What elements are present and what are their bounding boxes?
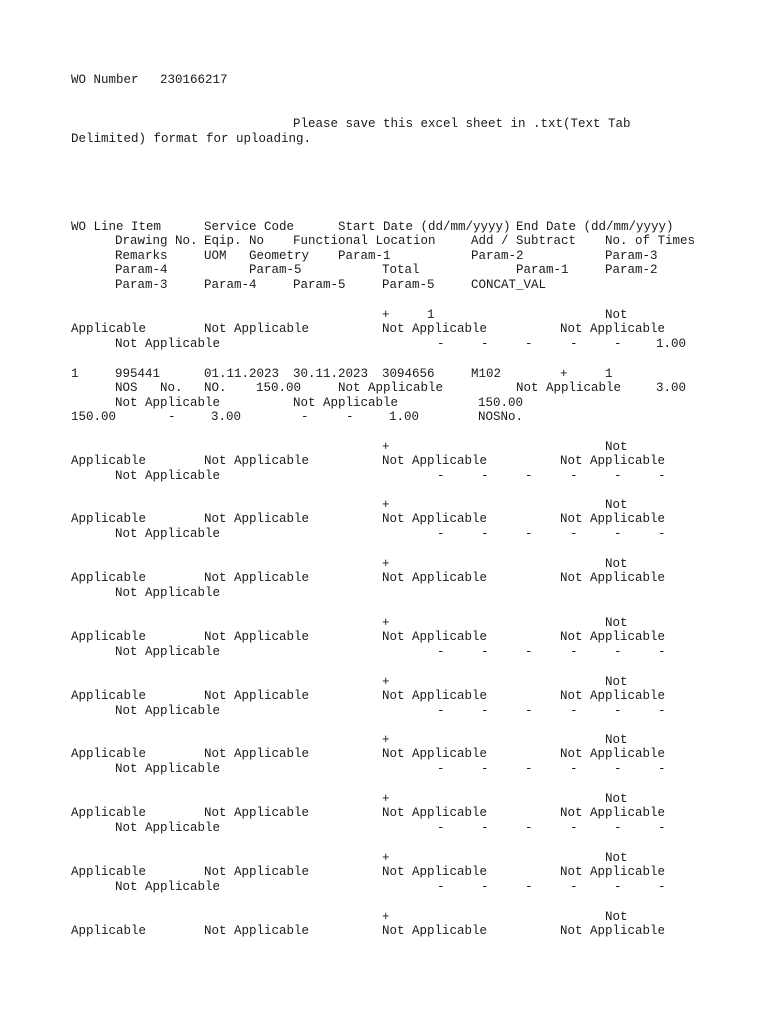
empty-row-dash: - [658,704,666,718]
empty-row-dash: - [658,645,666,659]
header-param-2: Param-2 [471,249,524,263]
empty-row-na: Not Applicable [204,630,310,644]
empty-row-dash: - [437,527,445,541]
empty-row-na: Not Applicable [382,454,488,468]
empty-row-na: Not Applicable [115,645,221,659]
empty-row-na: Not Applicable [560,747,666,761]
item-line-number: 1 [71,367,79,381]
empty-row-dash: - [525,762,533,776]
empty-row-plus: + [382,910,390,924]
item-total-param-1: 150.00 [71,410,117,424]
block-na-1: Not Applicable [204,322,310,336]
header-total-param-3: Param-3 [115,278,168,292]
empty-row-na: Not Applicable [382,689,488,703]
empty-row-dash: - [437,704,445,718]
empty-row-dash: - [525,821,533,835]
empty-row-not: Not [605,498,628,512]
empty-row-dash: - [614,821,622,835]
empty-row-block [0,792,768,836]
item-no-of-times: 1 [605,367,613,381]
empty-row-dash: - [525,645,533,659]
header-add-subtract: Add / Subtract [471,234,577,248]
empty-row-na: Not Applicable [382,806,488,820]
header-start-date: Start Date (dd/mm/yyyy) [338,220,511,234]
empty-row-dash: - [570,704,578,718]
item-total-param-5: - [346,410,354,424]
empty-row-dash: - [570,469,578,483]
block-one: 1 [427,308,435,322]
empty-row-dash: - [525,880,533,894]
empty-row-not: Not [605,675,628,689]
item-param-3: 3.00 [656,381,687,395]
header-param-5: Param-5 [249,263,302,277]
block-dash: - [525,337,533,351]
header-geometry: Geometry [249,249,310,263]
block-dash: - [570,337,578,351]
empty-row-block [0,733,768,777]
block-dash: - [614,337,622,351]
empty-row-dash: - [658,469,666,483]
empty-row-dash: - [614,880,622,894]
empty-row-plus: + [382,733,390,747]
header-concat-val: CONCAT_VAL [471,278,547,292]
empty-row-dash: - [481,645,489,659]
item-total: 150.00 [478,396,524,410]
empty-row-plus: + [382,440,390,454]
item-drawing-no: 3094656 [382,367,435,381]
empty-row-na: Not Applicable [382,747,488,761]
empty-row-dash: - [481,527,489,541]
item-param-value: 150.00 [256,381,302,395]
empty-row-na: Not Applicable [115,821,221,835]
empty-row-block [0,557,768,601]
empty-row-plus: + [382,557,390,571]
empty-row-not: Not [605,910,628,924]
item-geometry: No. [160,381,183,395]
empty-row-na: Not Applicable [382,571,488,585]
empty-row-applicable: Applicable [71,454,147,468]
empty-row-applicable: Applicable [71,747,147,761]
empty-row-na: Not Applicable [382,512,488,526]
item-total-param-2: - [168,410,176,424]
empty-row-dash: - [481,880,489,894]
empty-row-not: Not [605,440,628,454]
header-total-param-5: Param-5 [293,278,346,292]
block-na-4: Not Applicable [115,337,221,351]
upload-note-line2: Delimited) format for uploading. [71,132,312,146]
header-functional-location: Functional Location [293,234,436,248]
empty-row-applicable: Applicable [71,571,147,585]
empty-row-dash: - [437,762,445,776]
empty-row-na: Not Applicable [204,924,310,938]
empty-row-na: Not Applicable [560,865,666,879]
item-concat-val: NOSNo. [478,410,524,424]
empty-row-dash: - [570,762,578,776]
header-service-code: Service Code [204,220,295,234]
empty-row-block [0,498,768,542]
empty-row-na: Not Applicable [115,704,221,718]
empty-row-dash: - [614,645,622,659]
empty-row-plus: + [382,498,390,512]
empty-row-not: Not [605,557,628,571]
empty-row-na: Not Applicable [560,630,666,644]
empty-row-na: Not Applicable [560,689,666,703]
empty-row-dash: - [570,880,578,894]
header-no-of-times: No. of Times [605,234,696,248]
empty-row-dash: - [614,704,622,718]
header-total: Total [382,263,420,277]
empty-row-dash: - [437,821,445,835]
wo-number-value: 230166217 [160,73,228,87]
item-param-4: Not Applicable [115,396,221,410]
empty-row-na: Not Applicable [560,454,666,468]
header-param-4: Param-4 [115,263,168,277]
empty-row-na: Not Applicable [204,806,310,820]
empty-row-dash: - [481,821,489,835]
empty-row-block [0,851,768,895]
header-wo-line-item: WO Line Item [71,220,162,234]
header-end-date: End Date (dd/mm/yyyy) [516,220,674,234]
block-plus: + [382,308,390,322]
empty-row-plus: + [382,616,390,630]
empty-row-applicable: Applicable [71,689,147,703]
item-total-param-3: 3.00 [211,410,242,424]
header-total-param-1: Param-1 [516,263,569,277]
empty-row-na: Not Applicable [204,865,310,879]
empty-row-na: Not Applicable [560,924,666,938]
header-uom: UOM [204,249,227,263]
block-na-2: Not Applicable [382,322,488,336]
empty-row-dash: - [437,645,445,659]
empty-row-na: Not Applicable [204,454,310,468]
empty-row-applicable: Applicable [71,630,147,644]
empty-row-na: Not Applicable [382,630,488,644]
empty-row-na: Not Applicable [382,924,488,938]
item-param-2: Not Applicable [516,381,622,395]
empty-row-na: Not Applicable [115,762,221,776]
block-one-decimal: 1.00 [656,337,687,351]
empty-row-plus: + [382,792,390,806]
empty-row-block [0,440,768,484]
empty-row-dash: - [437,880,445,894]
empty-row-dash: - [614,469,622,483]
empty-row-not: Not [605,733,628,747]
header-param-5-repeat: Param-5 [382,278,435,292]
empty-row-applicable: Applicable [71,924,147,938]
empty-row-not: Not [605,792,628,806]
empty-row-plus: + [382,851,390,865]
header-eqip-no: Eqip. No [204,234,265,248]
wo-number-label: WO Number [71,73,139,87]
block-dash: - [481,337,489,351]
empty-row-na: Not Applicable [382,865,488,879]
empty-row-dash: - [570,821,578,835]
empty-row-applicable: Applicable [71,806,147,820]
empty-row-na: Not Applicable [560,571,666,585]
item-total-value: 1.00 [389,410,420,424]
empty-row-dash: - [658,880,666,894]
item-add-subtract: + [560,367,568,381]
empty-row-na: Not Applicable [204,689,310,703]
block-not: Not [605,308,628,322]
empty-row-not: Not [605,851,628,865]
empty-row-na: Not Applicable [115,880,221,894]
block-applicable: Applicable [71,322,147,336]
item-param-5: Not Applicable [293,396,399,410]
item-total-param-4: - [301,410,309,424]
empty-row-not: Not [605,616,628,630]
empty-row-dash: - [481,762,489,776]
empty-row-dash: - [481,704,489,718]
empty-row-dash: - [481,469,489,483]
empty-row-block [0,616,768,660]
header-total-param-2: Param-2 [605,263,658,277]
empty-row-dash: - [614,762,622,776]
empty-row-na: Not Applicable [560,512,666,526]
empty-row-na: Not Applicable [204,512,310,526]
empty-row-applicable: Applicable [71,512,147,526]
empty-row-dash: - [525,527,533,541]
empty-row-dash: - [525,704,533,718]
item-param-1: Not Applicable [338,381,444,395]
empty-row-dash: - [437,469,445,483]
empty-row-plus: + [382,675,390,689]
empty-row-dash: - [570,527,578,541]
header-param-1: Param-1 [338,249,391,263]
empty-row-dash: - [614,527,622,541]
header-remarks: Remarks [115,249,168,263]
item-start-date: 01.11.2023 [204,367,280,381]
empty-row-na: Not Applicable [115,527,221,541]
empty-row-dash: - [658,762,666,776]
item-uom: NOS [115,381,138,395]
empty-row-block [0,675,768,719]
item-service-code: 995441 [115,367,161,381]
empty-row-dash: - [658,527,666,541]
empty-row-na: Not Applicable [204,747,310,761]
header-param-3: Param-3 [605,249,658,263]
empty-row-dash: - [525,469,533,483]
header-drawing-no: Drawing No. [115,234,198,248]
empty-row-dash: - [658,821,666,835]
empty-row-na: Not Applicable [560,806,666,820]
empty-row-dash: - [570,645,578,659]
empty-row-na: Not Applicable [204,571,310,585]
item-eqip-no: M102 [471,367,502,381]
upload-note-line1: Please save this excel sheet in .txt(Text Tab [293,117,631,131]
block-na-3: Not Applicable [560,322,666,336]
empty-row-block [0,910,768,940]
item-end-date: 30.11.2023 [293,367,369,381]
empty-row-applicable: Applicable [71,865,147,879]
block-dash: - [437,337,445,351]
item-param-unit: NO. [204,381,227,395]
header-total-param-4: Param-4 [204,278,257,292]
empty-row-na: Not Applicable [115,586,221,600]
empty-row-na: Not Applicable [115,469,221,483]
